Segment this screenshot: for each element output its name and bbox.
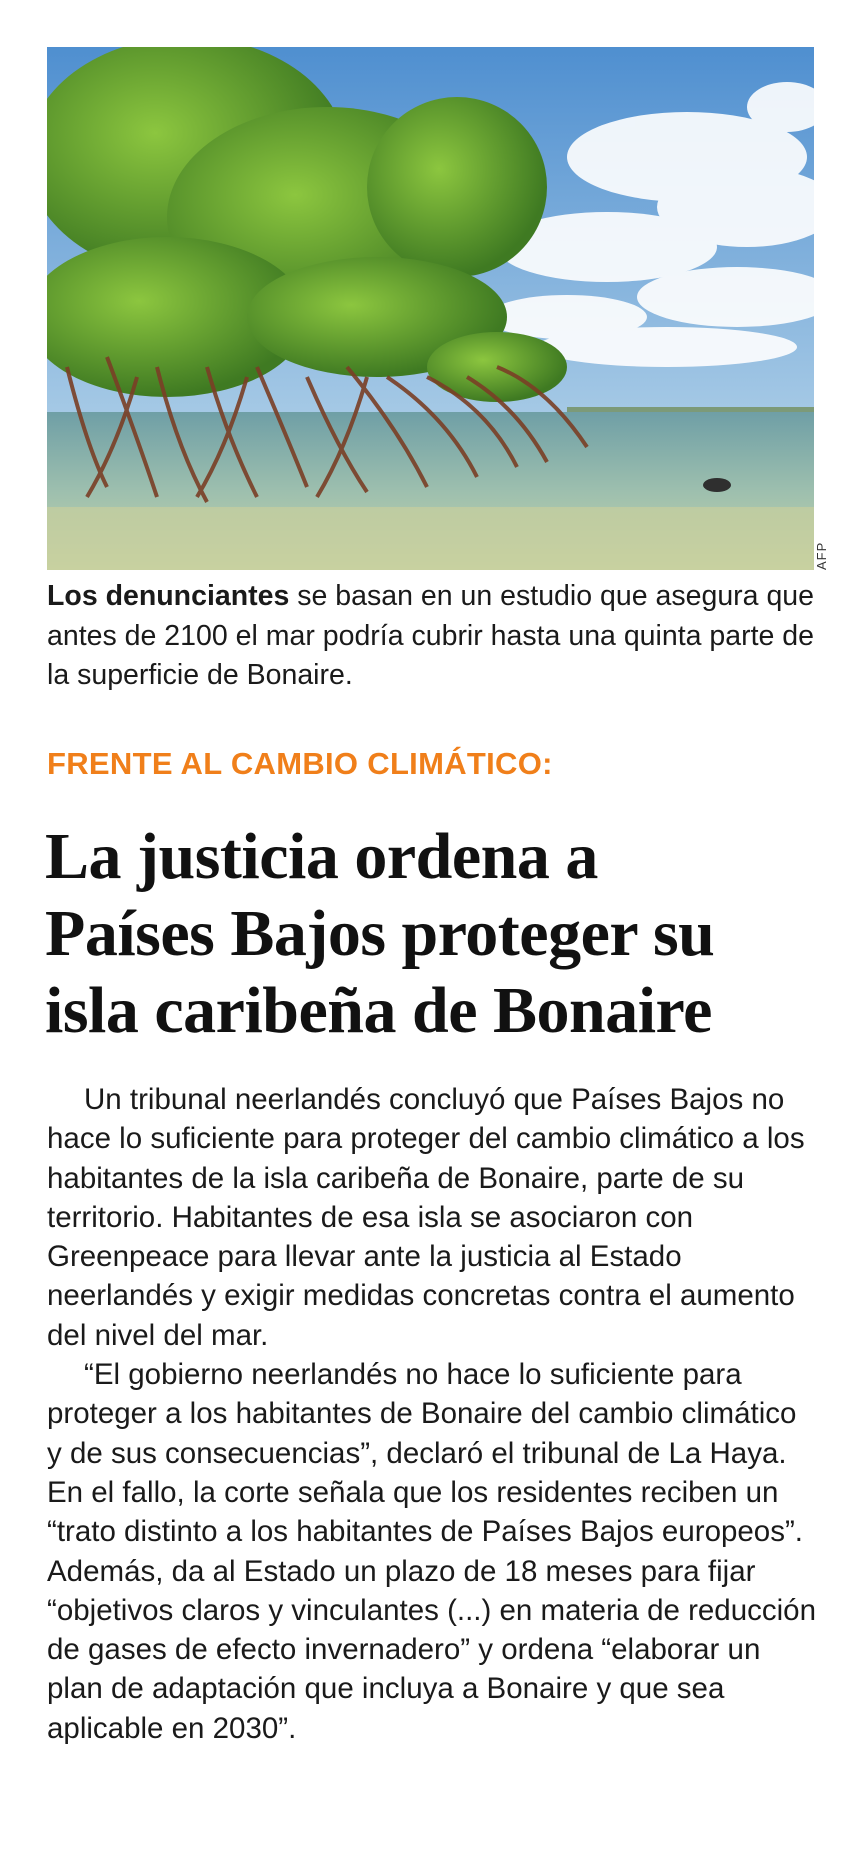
mangrove-illustration <box>47 47 814 570</box>
headline-line-2: Países Bajos proteger su <box>45 897 715 970</box>
headline-line-3: isla caribeña de Bonaire <box>45 974 712 1047</box>
article-body <box>47 1080 817 1748</box>
caption-text: se basan en un estudio que asegura que antes de 2100 el mar podría cubrir hasta una quinta parte de la superficie de Bonaire. <box>47 580 815 691</box>
kicker: FRENTE AL CAMBIO CLIMÁTICO: <box>47 746 553 781</box>
headline-line-1: La justicia ordena a <box>45 820 598 893</box>
photo-credit: AFP <box>814 541 829 570</box>
body-paragraph-1: Un tribunal neerlandés concluyó que Países Bajos no hace lo suficiente para proteger del cambio climático a los habitantes de la isla caribeña de Bonaire, parte de su territorio. Habitantes de esa isla se asociaron con Greenpeace para llevar ante la justicia al Estado neerlandés y exigir medidas concretas contra el aumento del nivel del mar. <box>47 1083 805 1352</box>
photo-caption <box>47 577 814 696</box>
mangrove-photo <box>47 47 814 570</box>
headline <box>45 818 825 1049</box>
caption-lead: Los denunciantes <box>47 580 290 612</box>
body-paragraph-2: “El gobierno neerlandés no hace lo suficiente para proteger a los habitantes de Bonaire del cambio climático y de sus consecuencias”, declaró el tribunal de La Haya. En el fallo, la corte señala que los residentes reciben un “trato distinto a los habitantes de Países Bajos europeos”. Además, da al Estado un plazo de 18 meses para fijar “objetivos claros y vinculantes (...) en materia de reducción de gases de efecto invernadero” y ordena “elaborar un plan de adaptación que incluya a Bonaire y que sea aplicable en 2030”. <box>47 1358 816 1745</box>
